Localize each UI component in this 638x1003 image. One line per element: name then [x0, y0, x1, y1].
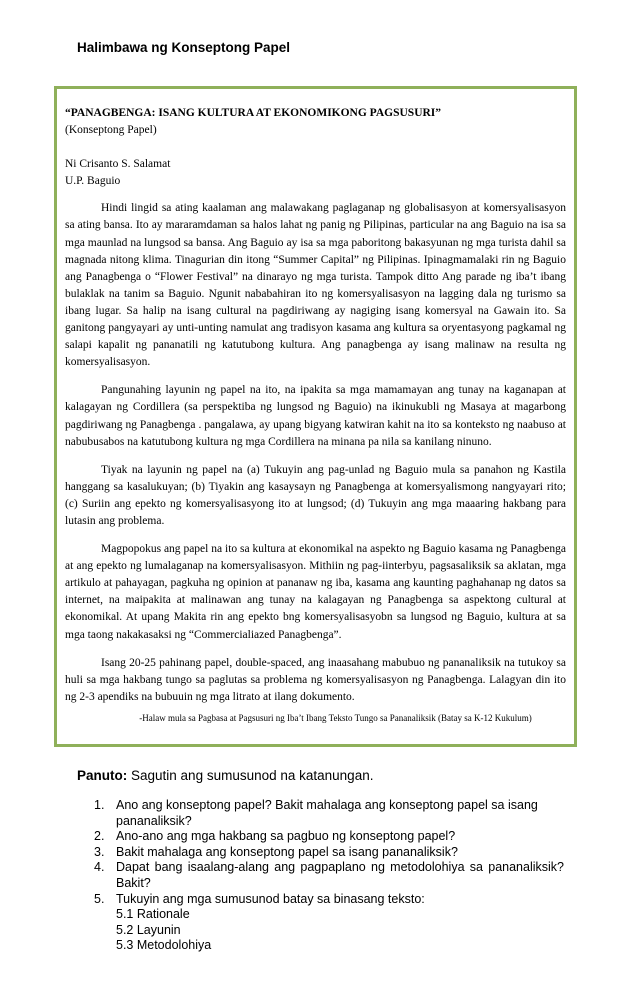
question-item	[94, 860, 564, 891]
question-number: 1.	[94, 798, 105, 812]
question-text: Ano-ano ang mga hakbang sa pagbuo ng konseptong papel?	[116, 829, 456, 844]
question-text: Bakit mahalaga ang konseptong papel sa isang pananaliksik?	[116, 844, 458, 859]
instructions	[77, 768, 373, 783]
question-number: 3.	[94, 844, 105, 859]
paragraph-main-objective: Pangunahing layunin ng papel na ito, na ipakita sa mga mamamayan ang tunay na kaganapan at kalagayan ng Cordillera (sa perspektiba ng lungsod ng Baguio) na ikinukubli ng Masaya at magarbong pagdiriwang ng Panagbenga . pangalawa, ay upang bigyang katwiran kahit na ito sa konteksto ng naabuso at nabubusabos na katutubong kultura ng mga Cordillera na minana pa nila sa kanilang ninuno.	[65, 384, 566, 448]
subitem-metodolohiya: 5.3 Metodolohiya	[116, 938, 212, 953]
source-citation: -Halaw mula sa Pagbasa at Pagsusuri ng Iba’t Ibang Teksto Tungo sa Pananaliksik (Batay sa K-12 Kukulum)	[139, 712, 532, 723]
instructions-label: Panuto:	[77, 768, 128, 783]
paper-title: “PANAGBENGA: ISANG KULTURA AT EKONOMIKONG PAGSUSURI”	[65, 107, 442, 119]
question-number: 4.	[94, 860, 105, 875]
subitem-rationale: 5.1 Rationale	[116, 907, 190, 922]
question-item	[94, 829, 564, 845]
page-heading: Halimbawa ng Konseptong Papel	[77, 40, 291, 55]
instructions-text: Sagutin ang sumusunod na katanungan.	[131, 768, 374, 783]
paper-subtitle: (Konseptong Papel)	[65, 124, 157, 137]
paragraph-introduction: Hindi lingid sa ating kaalaman ang malawakang paglaganap ng globalisasyon at komersyalisasyon sa ating bansa. Ito ay mararamdaman sa halos lahat ng panig ng Pilipinas, particular na ang Baguio na isa sa mga maunlad na lungsod sa bansa. Ang Baguio ay isa sa mga paboritong bakasyunan ng mga turista dahil sa magnada nitong klima. Tinagurian din itong “Summer Capital” ng Pilipinas. Ipinagmamalaki rin ng Baguio ang Panagbenga o “Flower Festival” na dinarayo ng mga turista. Tampok ditto Ang parade ng iba’t ibang bulaklak na tanim sa Baguio. Ngunit nababahiran ito ng komersyalisasyon na lagging dala ng turismo sa ibang lugar. Sa halip na isang cultural na pagdiriwang ay nagiging isang komersyal na Gawain ito. Sa ganitong pangyayari ay unti-unting namulat ang tradisyon kasama ang kultura sa oryentasyong pagkamal ng salapi kapalit ng pananatili ng katutubong kultura. Ang panagbenga ay isang malinaw na resulta ng komersyalisasyon.	[65, 202, 566, 369]
subitem-layunin: 5.2 Layunin	[116, 922, 181, 937]
question-item	[94, 892, 564, 954]
paper-school: U.P. Baguio	[65, 175, 121, 188]
question-number: 5.	[94, 891, 105, 906]
question-item	[94, 798, 564, 829]
question-list	[94, 798, 564, 954]
paragraph-specific-objectives: Tiyak na layunin ng papel na (a) Tukuyin ang pag-unlad ng Baguio mula sa panahon ng Kastila hanggang sa kasalukuyan; (b) Tiyakin ang kasaysayn ng Panagbenga at komersyalismong nangyayari rito; (c) Suriin ang epekto ng komersyalisasyong ito at lungsod; (d) Tukuyin ang mga maaaring hakbang para lutasin ang problema.	[65, 463, 566, 527]
question-text: Tukuyin ang mga sumusunod batay sa binasang teksto:	[116, 891, 425, 906]
question-item	[94, 845, 564, 861]
paragraph-methodology: Magpopokus ang papel na ito sa kultura at ekonomikal na aspekto ng Baguio kasama ng Panagbenga at ang epekto ng lumalaganap na komersyalisasyon. Mithiin ng pag-iinterbyu, pagsasaliksik sa aklatan, mga artikulo at pahayagan, pagkuha ng opinion at pananaw ng iba, kasama ang kaunting paghahanap ng datos sa internet, na maipakita at malinawan ang tunay na kalagayan ng Panagbenga sa aspektong cultural at ekonomikal. At upang Makita rin ang epekto bng komersyalisasyobn sa lungsod ng Baguio, kultura at sa mga taong nakakasaksi ng “Commercialiazed Panagbenga”.	[65, 543, 566, 641]
question-number: 2.	[94, 829, 105, 844]
question-text: Ano ang konseptong papel? Bakit mahalaga ang konseptong papel sa isang pananaliksik?	[116, 798, 538, 828]
paper-author: Ni Crisanto S. Salamat	[65, 158, 171, 171]
paragraph-expected-output: Isang 20-25 pahinang papel, double-spaced, ang inaasahang mabubuo ng pananaliksik na tutukoy sa huli sa mga hakbang tungo sa paglutas sa problema ng komersyalisasyon ng Panagbenga. Lalagyan din ito ng 2-3 apendiks na bubuuin ng mga litrato at ilang dokumento.	[65, 656, 566, 703]
question-text: Dapat bang isaalang-alang ang pagpaplano ng metodolohiya sa pananaliksik?Bakit?	[116, 860, 564, 890]
concept-paper-box	[54, 86, 577, 747]
